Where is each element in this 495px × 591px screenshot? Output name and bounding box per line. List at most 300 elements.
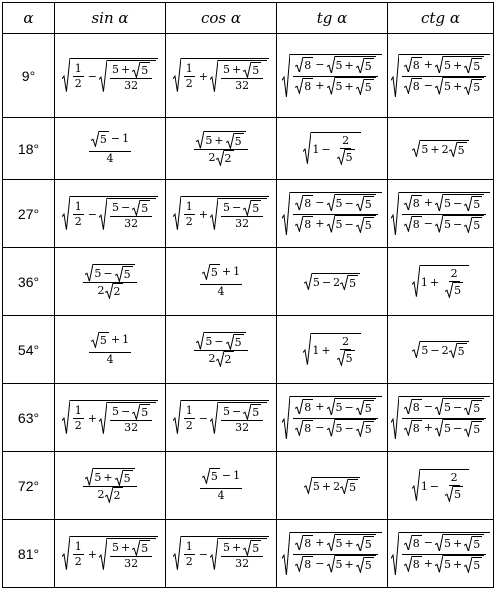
sqrt — [105, 487, 123, 503]
sqrt — [282, 54, 381, 98]
math-plus: + — [232, 63, 242, 77]
math-plus: + — [110, 333, 121, 347]
math-eight: 8 — [304, 536, 312, 550]
sqrt — [412, 341, 468, 358]
fraction — [402, 194, 486, 236]
math-five: 5 — [205, 335, 213, 349]
math-five: 5 — [421, 344, 429, 357]
sqrt — [132, 540, 150, 556]
math-five: 5 — [457, 144, 465, 157]
sqrt — [295, 216, 313, 232]
sqrt — [243, 62, 261, 78]
sqrt — [356, 421, 374, 437]
sqrt — [327, 419, 376, 437]
sqrt — [356, 196, 374, 212]
math-eight: 8 — [412, 196, 420, 210]
math-one: 1 — [74, 404, 82, 418]
math-one: 1 — [185, 200, 193, 214]
sqrt — [404, 78, 422, 94]
math-eight: 8 — [304, 58, 312, 72]
math-minus: − — [232, 201, 242, 215]
sqrt — [91, 332, 109, 348]
sqrt — [202, 264, 220, 280]
tg-value-cell — [277, 180, 388, 248]
math-two: 2 — [208, 151, 216, 164]
math-five: 5 — [364, 197, 372, 211]
math-plus: + — [221, 265, 232, 279]
fraction — [443, 267, 465, 298]
math-one: 1 — [185, 404, 193, 418]
fraction — [73, 200, 84, 229]
sqrt — [173, 196, 269, 231]
math-five: 5 — [473, 59, 481, 73]
math-thirty_two: 32 — [235, 79, 250, 92]
cos-value-cell — [166, 452, 277, 520]
trig-values-table — [2, 2, 494, 588]
math-plus: + — [453, 536, 463, 550]
angle-cell: 81° — [3, 520, 55, 588]
fraction — [184, 540, 195, 569]
math-five: 5 — [234, 336, 242, 350]
math-five: 5 — [141, 406, 149, 420]
angle-cell: 72° — [3, 452, 55, 520]
math-five: 5 — [335, 422, 343, 435]
fraction — [293, 534, 377, 576]
sqrt — [85, 468, 134, 486]
table-row — [3, 520, 494, 588]
math-plus: + — [232, 541, 242, 555]
math-five: 5 — [473, 537, 481, 551]
sin-value-cell — [55, 248, 166, 316]
math-five: 5 — [335, 80, 343, 93]
math-thirty_two: 32 — [124, 557, 139, 570]
fraction — [221, 200, 263, 231]
sqrt — [295, 399, 313, 415]
math-five: 5 — [335, 558, 343, 571]
math-minus: − — [121, 201, 131, 215]
math-five: 5 — [364, 537, 372, 551]
math-plus: + — [198, 208, 208, 221]
math-minus: − — [221, 469, 232, 483]
fraction — [83, 468, 136, 503]
ctg-value-cell — [388, 34, 494, 118]
math-two: 2 — [224, 353, 232, 366]
math-five: 5 — [349, 277, 357, 290]
sqrt — [99, 198, 156, 231]
sqrt — [435, 534, 484, 552]
math-eight: 8 — [304, 558, 312, 571]
math-five: 5 — [349, 481, 357, 494]
sqrt — [412, 265, 469, 298]
math-five: 5 — [444, 58, 451, 72]
sqrt — [327, 534, 376, 552]
math-plus: + — [198, 70, 208, 83]
sqrt — [412, 469, 469, 502]
math-two: 2 — [333, 480, 341, 493]
ctg-value-cell — [388, 118, 494, 180]
math-five: 5 — [234, 135, 242, 149]
fraction — [293, 56, 377, 98]
angle-cell: 63° — [3, 384, 55, 452]
fraction — [184, 62, 195, 91]
fraction — [221, 404, 263, 435]
header-ctg: ctg α — [388, 3, 494, 34]
fraction — [89, 131, 131, 165]
sqrt — [99, 402, 156, 435]
math-five: 5 — [473, 401, 481, 415]
sqrt — [173, 400, 269, 435]
sqrt — [435, 215, 484, 233]
math-five: 5 — [252, 202, 260, 216]
math-five: 5 — [473, 219, 481, 232]
sqrt — [404, 535, 422, 551]
sqrt — [356, 58, 374, 74]
sin-value-cell — [55, 118, 166, 180]
cos-value-cell — [166, 316, 277, 384]
header-row — [3, 3, 494, 34]
sqrt — [196, 131, 245, 149]
math-five: 5 — [223, 63, 230, 77]
sqrt — [62, 58, 158, 93]
math-one: 1 — [185, 62, 193, 76]
math-one: 1 — [122, 333, 130, 347]
sqrt — [404, 399, 422, 415]
math-minus: − — [315, 557, 325, 570]
cos-value-cell — [166, 384, 277, 452]
math-plus: + — [344, 58, 354, 72]
math-eight: 8 — [412, 58, 420, 72]
fraction — [221, 540, 263, 571]
math-plus: + — [429, 276, 440, 289]
sqrt — [62, 536, 158, 571]
sin-value-cell — [55, 34, 166, 118]
sqrt — [340, 479, 358, 494]
math-plus: + — [344, 80, 354, 93]
sqrt — [327, 77, 376, 95]
math-minus: − — [103, 267, 113, 281]
sqrt — [85, 264, 134, 282]
sqrt — [173, 58, 269, 93]
math-one: 1 — [420, 480, 428, 493]
sqrt — [303, 333, 360, 366]
table-row — [3, 180, 494, 248]
math-minus: − — [423, 399, 433, 413]
ctg-value-cell — [388, 452, 494, 520]
math-eight: 8 — [304, 218, 312, 231]
sqrt — [115, 266, 133, 282]
math-five: 5 — [94, 267, 102, 281]
fraction — [110, 62, 152, 93]
math-plus: + — [321, 480, 332, 493]
fraction — [110, 404, 152, 435]
tg-value-cell — [277, 118, 388, 180]
fraction — [184, 200, 195, 229]
fraction — [194, 131, 247, 166]
fraction — [110, 540, 152, 571]
math-five: 5 — [223, 405, 230, 419]
math-four: 4 — [217, 488, 225, 502]
ctg-value-cell — [388, 384, 494, 452]
header-sin: sin α — [55, 3, 166, 34]
sqrt — [243, 200, 261, 216]
math-minus: − — [429, 480, 440, 493]
math-minus: − — [321, 143, 331, 156]
math-eight: 8 — [412, 558, 420, 571]
math-plus: + — [214, 134, 224, 148]
sin-value-cell — [55, 180, 166, 248]
sin-value-cell — [55, 384, 166, 452]
fraction — [194, 332, 247, 367]
sqrt — [99, 538, 156, 571]
sqrt — [435, 194, 484, 212]
math-two: 2 — [342, 134, 350, 148]
header-alpha: α — [3, 3, 55, 34]
fraction — [293, 194, 377, 236]
math-five: 5 — [141, 64, 149, 78]
sqrt — [62, 400, 158, 435]
sqrt — [226, 334, 244, 350]
math-minus: − — [315, 195, 325, 209]
math-five: 5 — [141, 202, 149, 216]
math-four: 4 — [106, 151, 114, 165]
sqrt — [445, 282, 463, 298]
sqrt — [327, 56, 376, 74]
math-thirty_two: 32 — [235, 557, 250, 570]
math-two: 2 — [74, 419, 82, 432]
math-plus: + — [453, 58, 463, 72]
sqrt — [210, 402, 267, 435]
fraction — [335, 335, 357, 366]
math-plus: + — [121, 541, 131, 555]
math-five: 5 — [345, 151, 353, 164]
math-plus: + — [103, 471, 113, 485]
sqrt — [464, 79, 482, 95]
math-five: 5 — [345, 352, 353, 365]
header-tg: tg α — [277, 3, 388, 34]
math-five: 5 — [454, 284, 462, 297]
fraction — [402, 534, 486, 576]
math-plus: + — [453, 80, 463, 93]
math-five: 5 — [335, 400, 343, 414]
math-plus: + — [423, 195, 433, 209]
math-plus: + — [430, 143, 440, 156]
math-minus: − — [121, 405, 131, 419]
table-row — [3, 248, 494, 316]
sqrt — [356, 79, 374, 95]
sqrt — [243, 540, 261, 556]
math-eight: 8 — [304, 80, 312, 93]
math-one: 1 — [312, 143, 320, 156]
math-five: 5 — [473, 197, 481, 211]
table-row — [3, 34, 494, 118]
math-two: 2 — [74, 555, 82, 568]
math-plus: + — [321, 344, 331, 357]
math-minus: − — [430, 344, 440, 357]
math-five: 5 — [335, 218, 343, 231]
sqrt — [356, 536, 374, 552]
math-two: 2 — [97, 488, 105, 501]
math-five: 5 — [444, 218, 451, 231]
math-two: 2 — [342, 335, 350, 349]
math-plus: + — [315, 535, 325, 549]
math-minus: − — [232, 405, 242, 419]
sqrt — [404, 420, 422, 436]
math-plus: + — [423, 57, 433, 71]
math-five: 5 — [223, 201, 230, 215]
math-thirty_two: 32 — [124, 421, 139, 434]
math-thirty_two: 32 — [235, 421, 250, 434]
sin-value-cell — [55, 520, 166, 588]
math-two: 2 — [441, 143, 449, 156]
ctg-value-cell — [388, 520, 494, 588]
math-thirty_two: 32 — [124, 217, 139, 230]
tg-value-cell — [277, 384, 388, 452]
fraction — [293, 398, 377, 440]
sqrt — [295, 57, 313, 73]
math-five: 5 — [112, 201, 119, 215]
math-five: 5 — [205, 134, 213, 148]
math-four: 4 — [106, 352, 114, 366]
math-five: 5 — [364, 559, 372, 572]
math-eight: 8 — [304, 422, 312, 435]
math-plus: + — [87, 548, 97, 561]
fraction — [184, 404, 195, 433]
sqrt — [173, 536, 269, 571]
sqrt — [216, 150, 234, 166]
sqrt — [304, 477, 360, 494]
sqrt — [304, 273, 360, 290]
sqrt — [391, 192, 490, 236]
math-five: 5 — [312, 480, 320, 493]
math-plus: + — [423, 557, 433, 570]
sqrt — [196, 332, 245, 350]
math-one: 1 — [420, 276, 428, 289]
sqrt — [132, 200, 150, 216]
sqrt — [210, 198, 267, 231]
ctg-value-cell — [388, 316, 494, 384]
sqrt — [464, 58, 482, 74]
math-five: 5 — [444, 80, 451, 93]
sqrt — [295, 420, 313, 436]
math-five: 5 — [454, 488, 462, 501]
sqrt — [282, 396, 381, 440]
sin-value-cell — [55, 316, 166, 384]
table-row — [3, 316, 494, 384]
math-plus: + — [453, 558, 463, 571]
math-minus: − — [453, 196, 463, 210]
math-eight: 8 — [412, 218, 420, 231]
sqrt — [356, 400, 374, 416]
ctg-value-cell — [388, 180, 494, 248]
sqrt — [435, 398, 484, 416]
sqrt — [356, 217, 374, 233]
fraction — [73, 404, 84, 433]
cos-value-cell — [166, 248, 277, 316]
sqrt — [337, 350, 355, 366]
cos-value-cell — [166, 34, 277, 118]
sqrt — [295, 556, 313, 572]
sqrt — [356, 557, 374, 573]
math-minus: − — [344, 422, 354, 435]
math-five: 5 — [99, 334, 107, 348]
sqrt — [327, 555, 376, 573]
sqrt — [464, 536, 482, 552]
math-two: 2 — [97, 284, 105, 297]
math-four: 4 — [217, 284, 225, 298]
math-minus: − — [87, 70, 97, 83]
sqrt — [105, 283, 123, 299]
math-five: 5 — [123, 472, 131, 486]
math-plus: + — [87, 412, 97, 425]
sqrt — [226, 133, 244, 149]
math-five: 5 — [444, 196, 451, 210]
fraction — [73, 62, 84, 91]
math-five: 5 — [364, 59, 372, 73]
math-plus: + — [344, 558, 354, 571]
angle-cell: 9° — [3, 34, 55, 118]
sqrt — [340, 275, 358, 290]
math-minus: − — [198, 548, 208, 561]
math-one: 1 — [74, 540, 82, 554]
math-two: 2 — [450, 471, 458, 485]
cos-value-cell — [166, 118, 277, 180]
table-row — [3, 118, 494, 180]
sqrt — [464, 557, 482, 573]
sqrt — [115, 470, 133, 486]
fraction — [200, 264, 242, 298]
math-two: 2 — [113, 285, 121, 298]
math-one: 1 — [185, 540, 193, 554]
sqrt — [295, 195, 313, 211]
sqrt — [327, 194, 376, 212]
fraction — [221, 62, 263, 93]
sqrt — [464, 421, 482, 437]
sqrt — [435, 56, 484, 74]
math-two: 2 — [185, 419, 193, 432]
math-plus: + — [315, 217, 325, 230]
math-minus: − — [423, 217, 433, 230]
sqrt — [464, 400, 482, 416]
math-minus: − — [423, 79, 433, 92]
sqrt — [295, 535, 313, 551]
math-one: 1 — [122, 132, 130, 146]
sqrt — [327, 215, 376, 233]
math-five: 5 — [421, 143, 429, 156]
math-five: 5 — [457, 345, 465, 358]
math-five: 5 — [335, 536, 343, 550]
angle-cell: 27° — [3, 180, 55, 248]
math-plus: + — [423, 421, 433, 434]
math-thirty_two: 32 — [124, 79, 139, 92]
sqrt — [435, 555, 484, 573]
math-five: 5 — [210, 470, 218, 484]
math-eight: 8 — [412, 80, 420, 93]
sqrt — [216, 351, 234, 367]
math-minus: − — [453, 400, 463, 414]
math-minus: − — [344, 196, 354, 210]
math-five: 5 — [444, 536, 451, 550]
sqrt — [404, 556, 422, 572]
math-five: 5 — [94, 471, 102, 485]
math-five: 5 — [473, 423, 481, 436]
sqrt — [337, 149, 355, 165]
math-eight: 8 — [304, 196, 312, 210]
sqrt — [132, 62, 150, 78]
sqrt — [391, 532, 490, 576]
math-one: 1 — [233, 469, 241, 483]
ctg-value-cell — [388, 248, 494, 316]
math-five: 5 — [335, 58, 343, 72]
